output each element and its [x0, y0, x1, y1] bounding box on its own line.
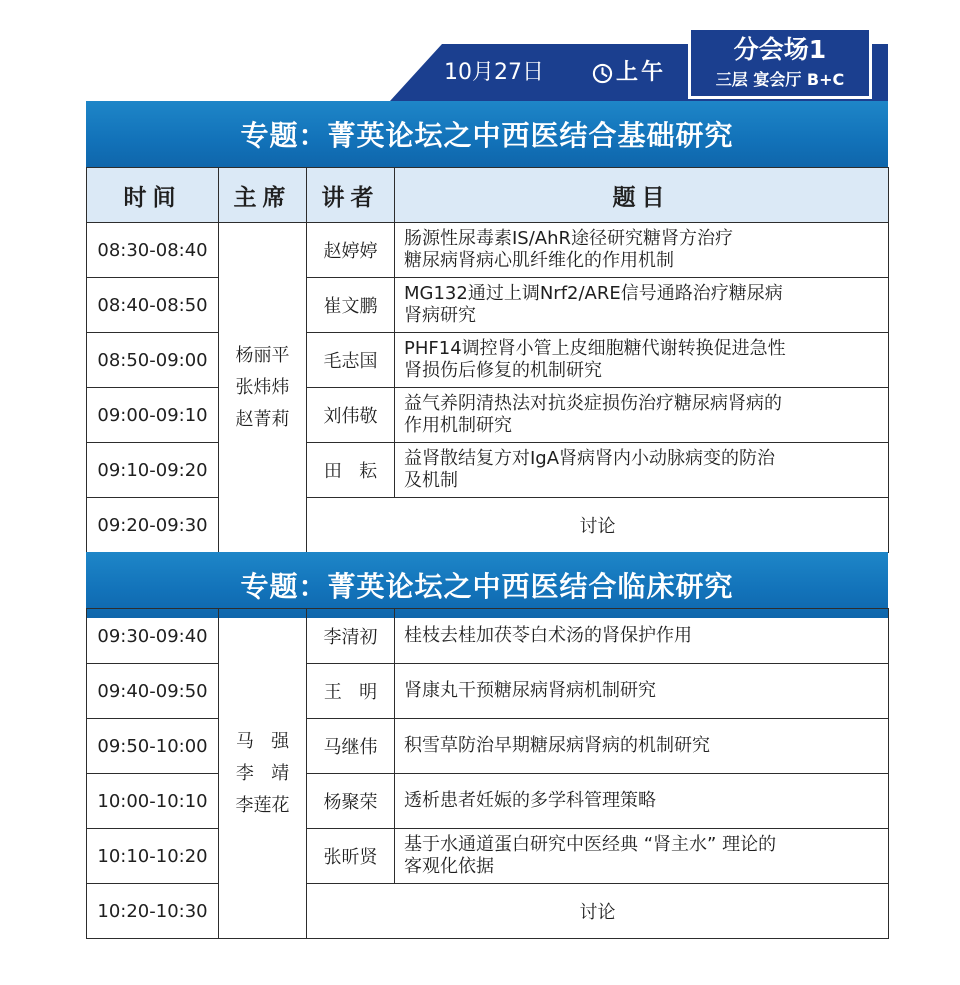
table-row — [87, 443, 889, 498]
chair-cell — [219, 223, 307, 553]
time-cell: 09:30-09:40 — [87, 609, 219, 664]
topic-line: 糖尿病肾病心肌纤维化的作用机制 — [404, 250, 674, 271]
time-cell: 10:10-10:20 — [87, 829, 219, 884]
table-row — [87, 609, 889, 664]
time-cell: 09:50-10:00 — [87, 719, 219, 774]
venue-name: 分会场1 — [733, 35, 827, 64]
topic-cell — [395, 443, 889, 498]
topic-line: 作用机制研究 — [404, 415, 512, 436]
column-header-time: 时间 — [87, 168, 219, 223]
venue-location: 三层 宴会厅 B+C — [715, 70, 845, 89]
speaker-cell: 崔文鹏 — [307, 278, 395, 333]
discussion-cell: 讨论 — [307, 498, 889, 553]
schedule-table — [86, 167, 889, 553]
topic-cell — [395, 278, 889, 333]
speaker-cell: 毛志国 — [307, 333, 395, 388]
time-cell: 08:40-08:50 — [87, 278, 219, 333]
table-header-row — [87, 168, 889, 223]
topic-line: 桂枝去桂加茯苓白术汤的肾保护作用 — [404, 625, 692, 646]
table-row — [87, 498, 889, 553]
speaker-cell: 杨聚荣 — [307, 774, 395, 829]
table-row — [87, 719, 889, 774]
chair-name: 李 靖 — [235, 762, 290, 784]
topic-line: PHF14调控肾小管上皮细胞糖代谢转换促进急性 — [404, 338, 786, 359]
column-header-speaker: 讲者 — [307, 168, 395, 223]
topic-cell — [395, 664, 889, 719]
venue-badge — [688, 27, 872, 99]
topic-line: 肾损伤后修复的机制研究 — [404, 360, 602, 381]
topic-line: 积雪草防治早期糖尿病肾病的机制研究 — [404, 735, 710, 756]
time-cell: 09:10-09:20 — [87, 443, 219, 498]
table-row — [87, 388, 889, 443]
topic-line: 基于水通道蛋白研究中医经典 “肾主水” 理论的 — [404, 834, 777, 855]
session-title: 专题：菁英论坛之中西医结合临床研究 — [86, 552, 888, 618]
column-header-topic: 题目 — [395, 168, 889, 223]
session-date: 10月27日 — [444, 60, 544, 85]
table-row — [87, 884, 889, 939]
table-row — [87, 223, 889, 278]
chair-cell — [219, 609, 307, 939]
time-cell: 10:00-10:10 — [87, 774, 219, 829]
session-period: 上午 — [616, 60, 667, 85]
topic-line: 肾病研究 — [404, 305, 476, 326]
speaker-cell: 李清初 — [307, 609, 395, 664]
speaker-cell: 王 明 — [307, 664, 395, 719]
table-row — [87, 664, 889, 719]
table-row — [87, 829, 889, 884]
topic-line: 益肾散结复方对IgA肾病肾内小动脉病变的防治 — [404, 448, 776, 469]
time-cell: 09:20-09:30 — [87, 498, 219, 553]
speaker-cell: 张昕贤 — [307, 829, 395, 884]
time-cell: 08:50-09:00 — [87, 333, 219, 388]
time-cell: 09:00-09:10 — [87, 388, 219, 443]
time-cell: 10:20-10:30 — [87, 884, 219, 939]
time-cell: 08:30-08:40 — [87, 223, 219, 278]
speaker-cell: 赵婷婷 — [307, 223, 395, 278]
speaker-cell: 刘伟敬 — [307, 388, 395, 443]
topic-line: 透析患者妊娠的多学科管理策略 — [404, 790, 656, 811]
topic-line: 益气养阴清热法对抗炎症损伤治疗糖尿病肾病的 — [404, 393, 782, 414]
speaker-cell: 马继伟 — [307, 719, 395, 774]
topic-line: MG132通过上调Nrf2/ARE信号通路治疗糖尿病 — [404, 283, 783, 304]
topic-cell — [395, 388, 889, 443]
topic-line: 客观化依据 — [404, 856, 494, 877]
discussion-cell: 讨论 — [307, 884, 889, 939]
topic-line: 肠源性尿毒素IS/AhR途径研究糖肾方治疗 — [404, 228, 734, 249]
chair-name: 张炜炜 — [235, 376, 290, 398]
column-header-chair: 主席 — [219, 168, 307, 223]
chair-name: 马 强 — [235, 730, 290, 752]
topic-cell — [395, 609, 889, 664]
topic-cell — [395, 719, 889, 774]
time-cell: 09:40-09:50 — [87, 664, 219, 719]
topic-cell — [395, 223, 889, 278]
chair-name: 杨丽平 — [235, 344, 290, 366]
chair-name: 赵菁莉 — [235, 408, 290, 430]
topic-cell — [395, 333, 889, 388]
session-title: 专题：菁英论坛之中西医结合基础研究 — [86, 101, 888, 167]
schedule-table — [86, 608, 889, 939]
table-row — [87, 774, 889, 829]
topic-cell — [395, 829, 889, 884]
table-row — [87, 333, 889, 388]
topic-line: 肾康丸干预糖尿病肾病机制研究 — [404, 680, 656, 701]
clock-icon — [592, 63, 613, 84]
topic-line: 及机制 — [404, 470, 458, 491]
table-row — [87, 278, 889, 333]
chair-name: 李莲花 — [235, 794, 290, 816]
speaker-cell: 田 耘 — [307, 443, 395, 498]
topic-cell — [395, 774, 889, 829]
